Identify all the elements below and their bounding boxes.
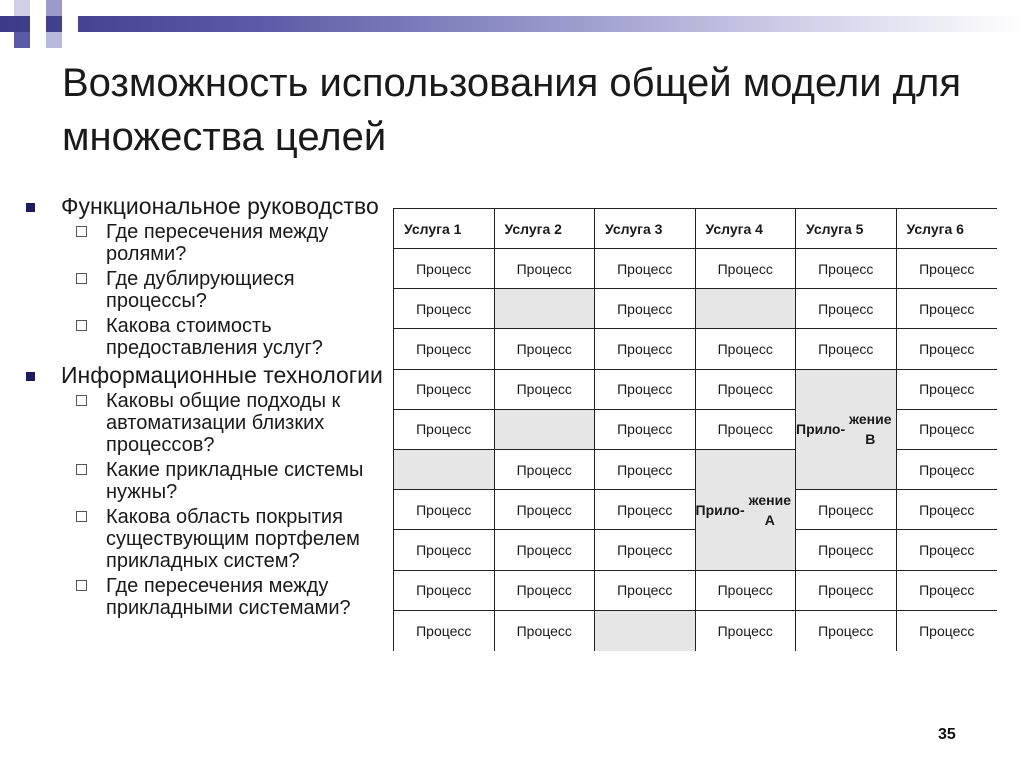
empty-cell [495,289,596,329]
bullet-group-management [24,194,394,359]
process-cell: Процесс [696,329,797,369]
sub-bullet-item [24,390,394,456]
sub-bullet-item [24,221,394,265]
process-cell: Процесс [595,289,696,329]
process-cell: Процесс [394,289,495,329]
process-cell: Процесс [495,249,596,289]
process-cell: Процесс [595,370,696,410]
process-cell: Процесс [495,370,596,410]
decor-square [62,16,78,32]
sub-bullet-text: Где пересечения между ролями? [106,221,329,265]
hollow-square-bullet-icon [76,511,87,522]
process-cell: Процесс [394,249,495,289]
decor-square [46,32,62,48]
application-block [696,450,797,571]
process-cell: Процесс [595,490,696,530]
hollow-square-bullet-icon [76,226,87,237]
service-header-2: Услуга 2 [495,209,596,249]
process-cell: Процесс [796,329,897,369]
sub-bullet-text: Где пересечения между прикладными системами? [106,575,351,619]
process-cell: Процесс [796,571,897,611]
service-header-1: Услуга 1 [394,209,495,249]
bullet-group-it [24,363,394,619]
hollow-square-bullet-icon [76,273,87,284]
process-cell: Процесс [495,329,596,369]
empty-cell [696,289,797,329]
service-header-3: Услуга 3 [595,209,696,249]
bullet-list [24,194,394,623]
process-cell: Процесс [796,289,897,329]
process-cell: Процесс [696,249,797,289]
sub-bullet-text: Каковы общие подходы к автоматизации близких процессов? [106,390,341,456]
hollow-square-bullet-icon [76,580,87,591]
square-bullet-icon [26,372,35,381]
process-matrix [393,208,997,651]
process-cell: Процесс [696,370,797,410]
service-header-6: Услуга 6 [897,209,998,249]
process-cell: Процесс [495,611,596,651]
hollow-square-bullet-icon [76,320,87,331]
process-cell: Процесс [394,410,495,450]
process-cell: Процесс [897,410,998,450]
process-cell: Процесс [495,571,596,611]
process-cell: Процесс [595,329,696,369]
application-label-line: Прило- [695,501,745,518]
empty-cell [595,611,696,651]
hollow-square-bullet-icon [76,464,87,475]
application-label-line: жение B [849,411,892,448]
application-block [796,370,897,491]
process-cell: Процесс [394,329,495,369]
process-cell: Процесс [897,571,998,611]
bullet-item [24,363,394,387]
decor-square [14,32,30,48]
sub-bullet-text: Какова стоимость предоставления услуг? [106,315,323,359]
process-cell: Процесс [696,410,797,450]
process-cell: Процесс [696,611,797,651]
bullet-text: Информационные технологии [61,362,383,388]
decor-square [14,0,30,16]
empty-cell [394,450,495,490]
process-cell: Процесс [696,571,797,611]
decor-square [30,16,46,32]
process-cell: Процесс [897,530,998,570]
hollow-square-bullet-icon [76,395,87,406]
sub-bullet-item [24,506,394,572]
sub-bullet-item [24,459,394,503]
process-cell: Процесс [394,490,495,530]
process-cell: Процесс [897,490,998,530]
process-cell: Процесс [394,611,495,651]
application-label-line: Прило- [796,421,846,438]
sub-bullet-item [24,315,394,359]
square-bullet-icon [26,203,35,212]
page-number: 35 [938,726,956,743]
process-cell: Процесс [394,571,495,611]
process-cell: Процесс [595,450,696,490]
bullet-item [24,194,394,218]
process-cell: Процесс [595,571,696,611]
decor-square [46,0,62,16]
process-cell: Процесс [495,490,596,530]
sub-bullet-item [24,268,394,312]
process-cell: Процесс [897,450,998,490]
process-cell: Процесс [796,490,897,530]
sub-bullet-text: Где дублирующиеся процессы? [106,268,295,312]
process-cell: Процесс [897,249,998,289]
bullet-text: Функциональное руководство [61,193,379,219]
process-cell: Процесс [595,249,696,289]
header-decoration-bar [0,16,1024,32]
sub-bullet-item [24,575,394,619]
process-cell: Процесс [394,370,495,410]
process-cell: Процесс [495,530,596,570]
process-cell: Процесс [394,530,495,570]
application-label-line: жение A [748,491,792,528]
process-cell: Процесс [796,249,897,289]
process-cell: Процесс [595,530,696,570]
process-cell: Процесс [495,450,596,490]
sub-bullet-text: Какие прикладные системы нужны? [106,459,364,503]
process-cell: Процесс [897,289,998,329]
slide-title: Возможность использования общей модели для множества целей [62,61,962,159]
process-cell: Процесс [595,410,696,450]
empty-cell [495,410,596,450]
process-cell: Процесс [897,329,998,369]
service-header-5: Услуга 5 [796,209,897,249]
service-header-4: Услуга 4 [696,209,797,249]
process-cell: Процесс [796,611,897,651]
process-cell: Процесс [796,530,897,570]
sub-bullet-text: Какова область покрытия существующим портфелем прикладных систем? [106,506,360,572]
process-cell: Процесс [897,370,998,410]
process-cell: Процесс [897,611,998,651]
